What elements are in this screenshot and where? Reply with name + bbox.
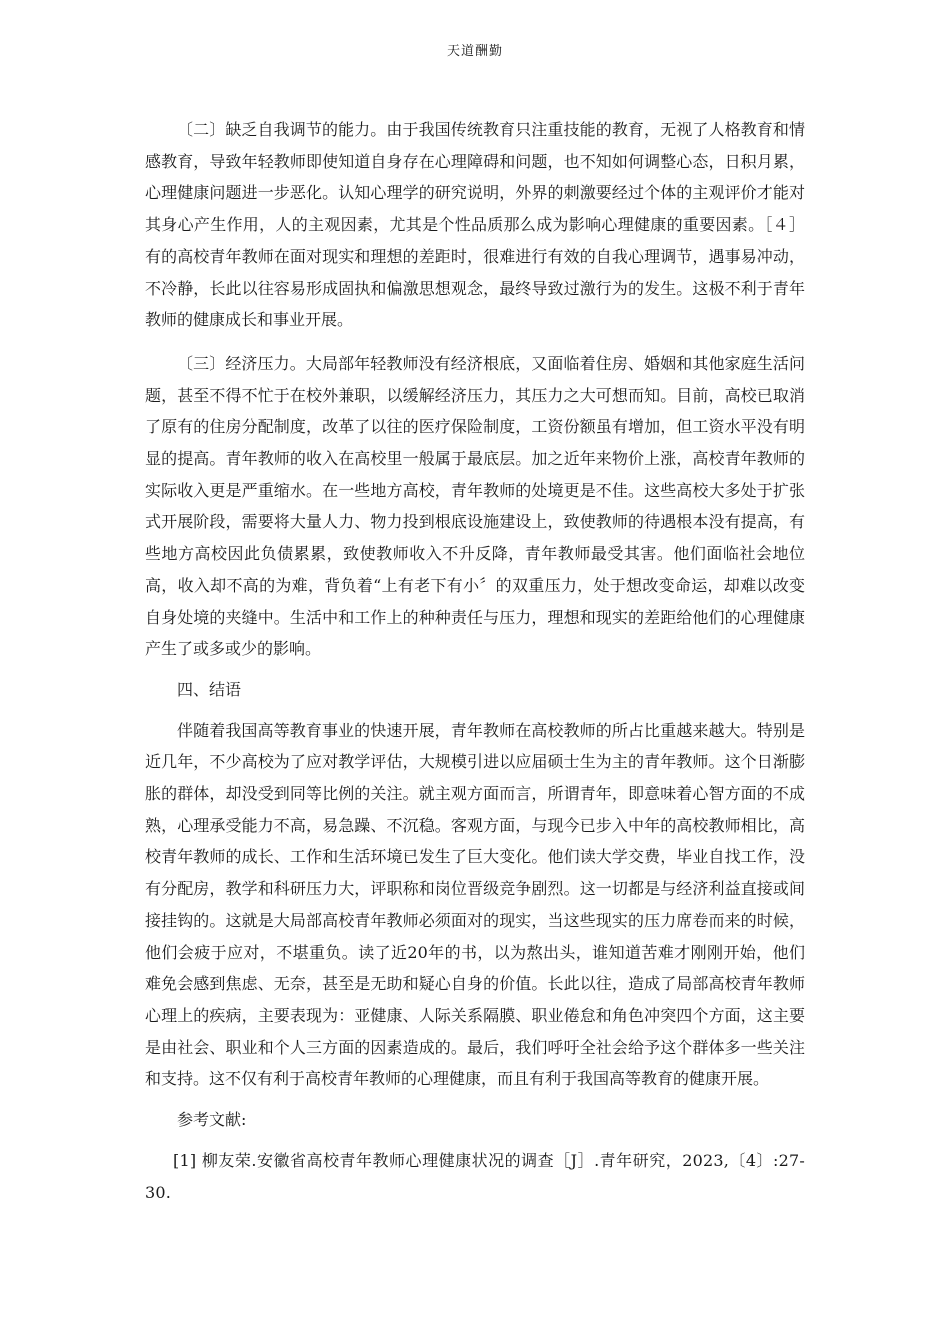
paragraph-conclusion: 伴随着我国高等教育事业的快速开展，青年教师在高校教师的所占比重越来越大。特别是近几年，不少高校为了应对教学评估，大规模引进以应届硕士生为主的青年教师。这个日渐膨胀的群体，却没受到同等比例的关注。就主观方面而言，所谓青年，即意味着心智方面的不成熟，心理承受能力不高，易急躁、不沉稳。客观方面，与现今已步入中年的高校教师相比，高校青年教师的成长、工作和生活环境已发生了巨大变化。他们读大学交费，毕业自找工作，没有分配房，教学和科研压力大，评职称和岗位晋级竞争剧烈。这一切都是与经济利益直接或间接挂钩的。这就是大局部高校青年教师必须面对的现实，当这些现实的压力席卷而来的时候，他们会疲于应对，不堪重负。读了近20年的书，以为熬出头，谁知道苦难才刚刚开始，他们难免会感到焦虑、无奈，甚至是无助和疑心自身的价值。长此以往，造成了局部高校青年教师心理上的疾病，主要表现为：亚健康、人际关系隔膜、职业倦怠和角色冲突四个方面，这主要是由社会、职业和个人三方面的因素造成的。最后，我们呼吁全社会给予这个群体多一些关注和支持。这不仅有利于高校青年教师的心理健康，而且有利于我国高等教育的健康开展。	[145, 720, 805, 1089]
section-heading-conclusion: 四、结语	[177, 679, 242, 699]
references-heading: 参考文献:	[177, 1110, 247, 1130]
document-body	[145, 114, 805, 1208]
paragraph-economic-pressure: 〔三〕经济压力。大局部年轻教师没有经济根底，又面临着住房、婚姻和其他家庭生活问题，甚至不得不忙于在校外兼职，以缓解经济压力，其压力之大可想而知。目前，高校已取消了原有的住房分配制度，改革了以往的医疗保险制度，工资份额虽有增加，但工资水平没有明显的提高。青年教师的收入在高校里一般属于最底层。加之近年来物价上涨，高校青年教师的实际收入更是严重缩水。在一些地方高校，青年教师的处境更是不佳。这些高校大多处于扩张式开展阶段，需要将大量人力、物力投到根底设施建设上，致使教师的待遇根本没有提高，有些地方高校因此负债累累，致使教师收入不升反降，青年教师最受其害。他们面临社会地位高，收入却不高的为难，背负着“上有老下有小〞的双重压力，处于想改变命运，却难以改变自身处境的夹缝中。生活中和工作上的种种责任与压力，理想和现实的差距给他们的心理健康产生了或多或少的影响。	[145, 353, 805, 659]
page-header: 天道酬勤	[446, 44, 503, 59]
paragraph-self-adjustment: 〔二〕缺乏自我调节的能力。由于我国传统教育只注重技能的教育，无视了人格教育和情感教育，导致年轻教师即使知道自身存在心理障碍和问题，也不知如何调整心态，日积月累，心理健康问题进一步恶化。认知心理学的研究说明，外界的刺激要经过个体的主观评价才能对其身心产生作用，人的主观因素，尤其是个性品质那么成为影响心理健康的重要因素。［４］有的高校青年教师在面对现实和理想的差距时，很难进行有效的自我心理调节，遇事易冲动，不冷静，长此以往容易形成固执和偏激思想观念，最终导致过激行为的发生。这极不利于青年教师的健康成长和事业开展。	[145, 120, 805, 330]
reference-item: [1] 柳友荣.安徽省高校青年教师心理健康状况的调查［J］.青年研究，2023,〔4〕:27-30.	[145, 1150, 805, 1202]
